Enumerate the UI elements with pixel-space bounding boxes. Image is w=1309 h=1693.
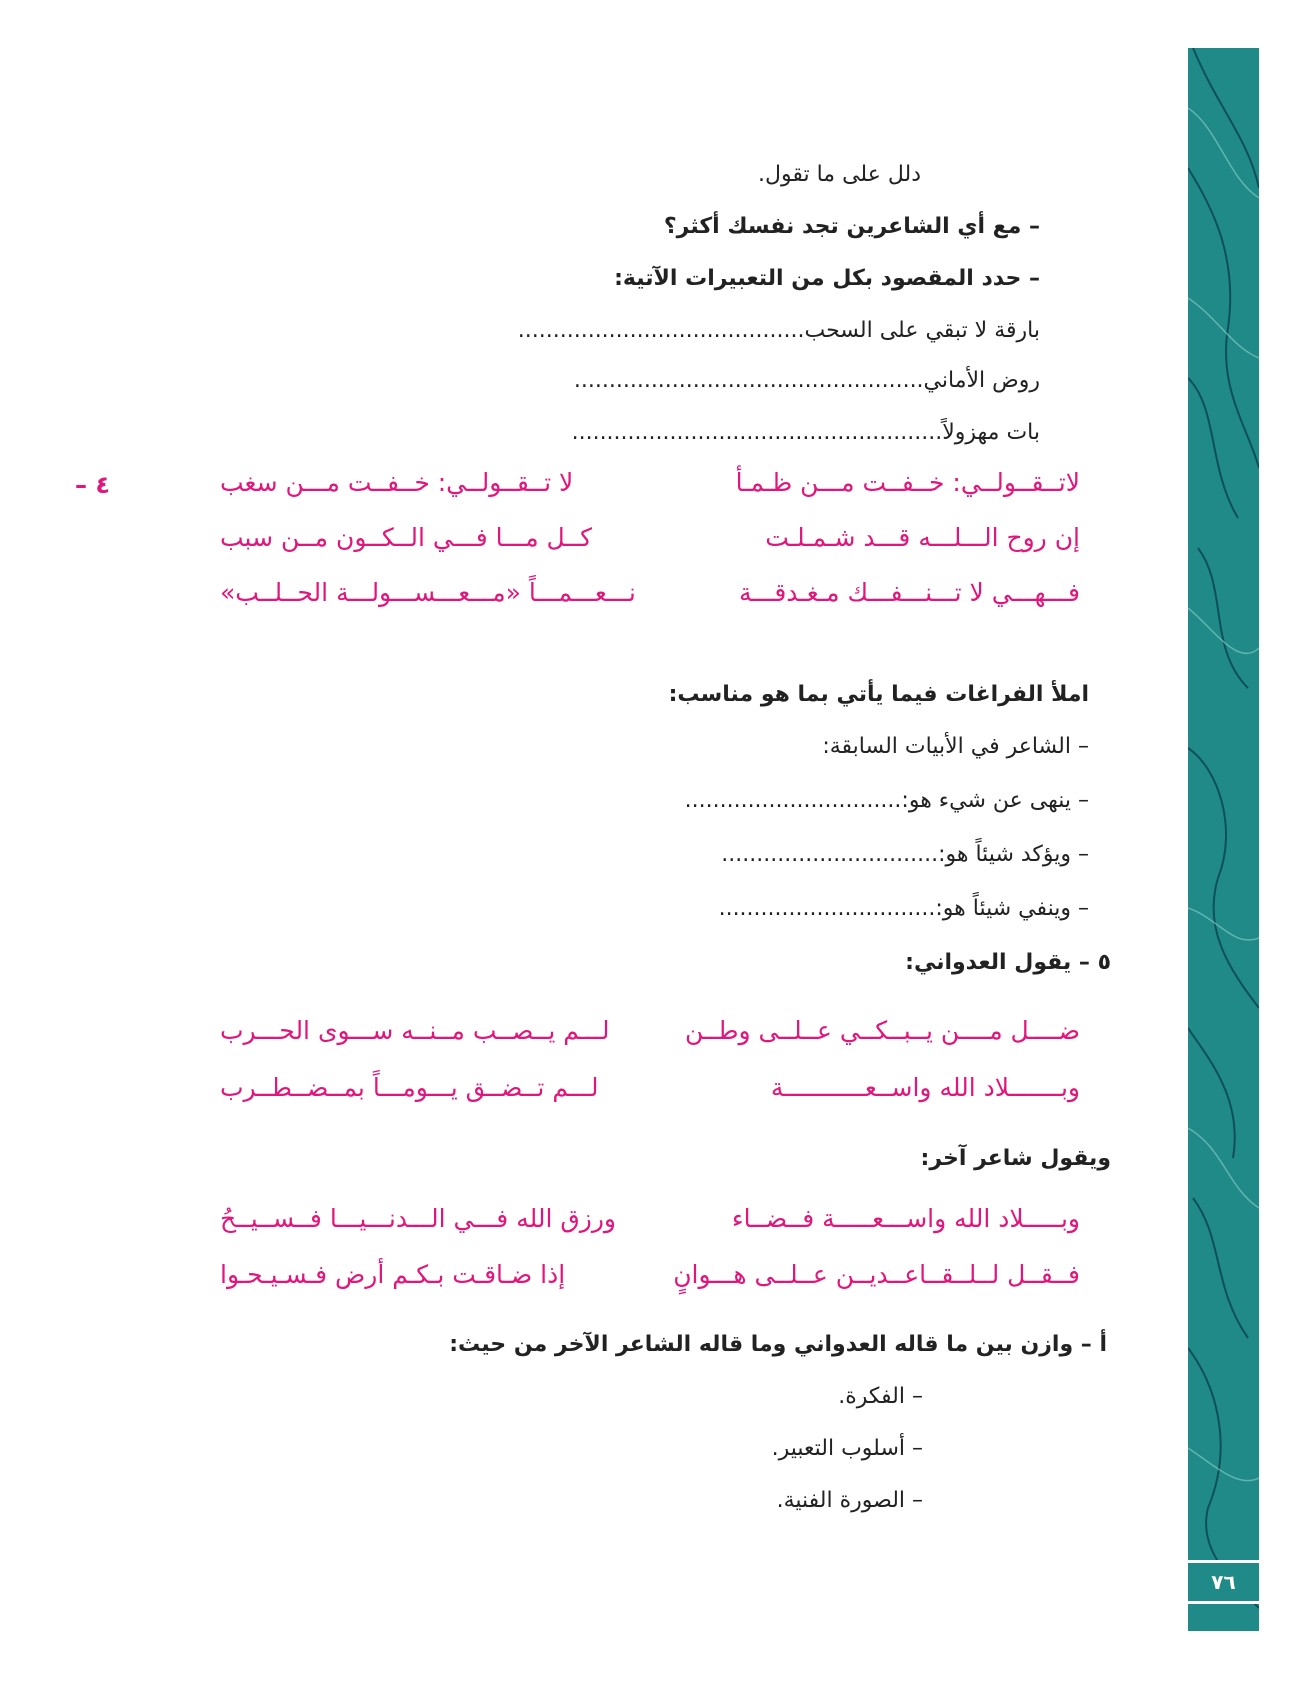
verse-left-hemistich: لا تــقــولــي: خــفــت مـــن سغب — [220, 468, 574, 497]
verse-left-hemistich: كــل مـــا فـــي الــكــون مــن سبب — [220, 523, 593, 552]
verse-left-hemistich: ورزق الله فـــي الـــدنـــيـــا فــســيــحُ — [220, 1204, 617, 1233]
list-item: – وينفي شيئاً هو:............................... — [718, 896, 1089, 921]
question-a: أ – وازن بين ما قاله العدواني وما قاله الشاعر الآخر من حيث: — [449, 1332, 1107, 1357]
verse-right-hemistich: وبـــــــلاد الله واســعـــــــــــة — [770, 1073, 1080, 1102]
text-line: دلل على ما تقول. — [758, 162, 921, 187]
verse-left-hemistich: نـــعـــمـــاً «مـــعـــســـولـــة الحــلــب» — [220, 578, 636, 607]
side-band-pattern — [1188, 48, 1259, 1631]
verse-right-hemistich: وبـــــلاد الله واســـعـــــة فــضــاء — [731, 1204, 1080, 1233]
verse-right-hemistich: ضــــل مــــن يــبــكــي عــلــى وطــن — [684, 1016, 1080, 1045]
blank-line: بات مهزولاً..................................................... — [571, 420, 1040, 445]
verse-left-hemistich: إذا ضـاقـت بـكـم أرض فـسـيـحـوا — [220, 1260, 566, 1289]
section-heading: ٥ – يقول العدواني: — [905, 950, 1111, 975]
verse-right-hemistich: فـــهـــي لا تـــنـــفـــك مـغـدقـــة — [738, 578, 1080, 607]
list-item: – ويؤكد شيئاً هو:............................... — [721, 842, 1089, 867]
section-number: ٤ – — [74, 471, 110, 499]
side-band — [1188, 48, 1259, 1631]
section-heading: ويقول شاعر آخر: — [920, 1146, 1111, 1171]
verse-left-hemistich: لـــم يــصــب مــنــه ســـوى الحـــرب — [220, 1016, 610, 1045]
verse-right-hemistich: فــقــل لــلــقــاعــديــن عــلــى هـــوانٍ — [673, 1260, 1080, 1289]
blank-line: بارقة لا تبقي على السحب......................................... — [517, 318, 1040, 343]
list-item: – ينهى عن شيء هو:............................... — [684, 788, 1089, 813]
list-item: – الشاعر في الأبيات السابقة: — [822, 734, 1089, 759]
verse-right-hemistich: إن روح الـــلـــه قـــد شـمـلـت — [765, 523, 1080, 552]
list-item: – الفكرة. — [838, 1384, 923, 1409]
instruction: املأ الفراغات فيما يأتي بما هو مناسب: — [668, 682, 1089, 707]
question-line: – مع أي الشاعرين تجد نفسك أكثر؟ — [663, 214, 1040, 239]
verse-right-hemistich: لاتــقــولــي: خــفــت مـــن ظـمـأ — [735, 468, 1080, 497]
list-item: – الصورة الفنية. — [776, 1488, 923, 1513]
question-line: – حدد المقصود بكل من التعبيرات الآتية: — [614, 266, 1040, 291]
verse-left-hemistich: لـــم تــضــق يـــومـــاً بمــضــطــرب — [220, 1073, 599, 1102]
blank-line: روض الأماني.................................................. — [573, 368, 1040, 393]
page-number: ٧٦ — [1188, 1560, 1259, 1604]
list-item: – أسلوب التعبير. — [771, 1436, 923, 1461]
